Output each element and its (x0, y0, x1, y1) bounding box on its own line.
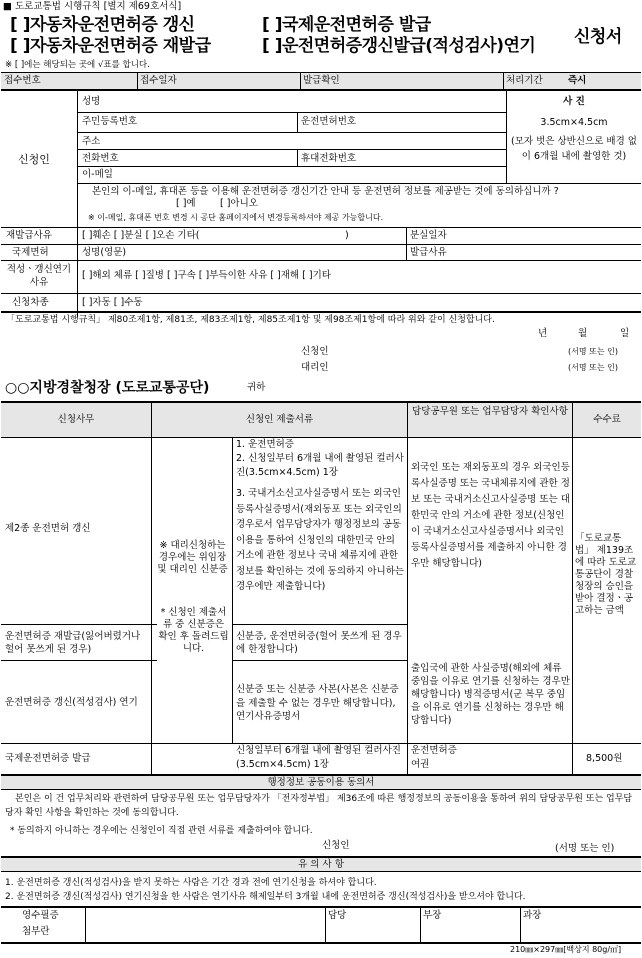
stamp-section: 부장 (423, 910, 442, 921)
rrn-label: 주민등록번호 (82, 116, 138, 127)
row2-docs: 신분증, 운전면허증(헐어 못쓰게 된 경우에 한정합니다) (236, 631, 402, 655)
title-reissue: [ ]자동차운전면허증 재발급 (10, 36, 211, 56)
col-docs: 신청인 제출서류 (245, 414, 314, 425)
mobile-label: 휴대전화번호 (301, 153, 357, 164)
caution-title: 유 의 사 항 (298, 859, 344, 870)
row4-check-2: 여권 (411, 759, 430, 770)
date-month: 월 (578, 328, 588, 339)
reissue-options[interactable]: [ ]훼손 [ ]분실 [ ]오손 기타( (82, 230, 200, 241)
date-year: 년 (538, 328, 548, 339)
sign-agent-text: (서명 또는 인) (568, 363, 618, 372)
row4-check-1: 운전면허증 (411, 745, 457, 756)
period-label: 처리기간 (506, 75, 543, 86)
row4-docs: 신청일부터 6개월 내에 촬영된 컬러사진(3.5cm×4.5cm) 1장 (236, 745, 401, 770)
stamp-chief: 과장 (523, 910, 542, 921)
stamp-label-attach: 첨부란 (22, 926, 50, 937)
reissue-label: 재발급사유 (6, 230, 52, 241)
stamp-charge: 담당 (328, 910, 347, 921)
consent-yes[interactable]: [ ]예 (176, 198, 196, 209)
row1-doc-1: 1. 운전면허증 (236, 439, 294, 450)
row2-task: 운전면허증 재발급(잃어버렸거나 헐어 못쓰게 된 경우) (5, 631, 141, 655)
row1-doc-3: 3. 국내거소신고사실증명서 또는 외국인등록사실증명서(재외동포 또는 외국인의 경우로서 업무담당자가 행정정보의 공동이용을 통하여 신청인의 대한민국 안의 거소에 관한 정보나 국내 체류지에 관한 정보를 확인하는 것에 동의하지 아니하는 경우에만 제출합니다) (236, 488, 405, 592)
col-check: 담당공무원 또는 업무담당자 확인사항 (412, 406, 568, 417)
reissue-close: ) (345, 230, 349, 241)
caution-2: 2. 운전면허증 갱신(적성검사) 연기신청을 한 사람은 연기사유 해제일부터 3개월 내에 운전면허증 갱신(적성검사)을 받으셔야 합니다. (5, 892, 526, 902)
consent-text: 본인의 이-메일, 휴대폰 등을 이용해 운전면허증 갱신기간 안내 등 운전면허 정보를 제공받는 것에 동의하십니까 ? (92, 186, 559, 197)
row3-check: 출입국에 관한 사실증명(해외에 체류 중임을 이유로 연기를 신청하는 경우만 해당합니다) 병적증명서(군 복무 중임을 이유로 연기를 신청하는 경우만 해당합니다) (411, 663, 570, 726)
photo-desc: (모자 벗은 상반신으로 배경 없이 6개월 내에 촬영한 것) (511, 136, 637, 162)
row1-task: 제2종 운전면허 갱신 (5, 523, 91, 534)
photo-size: 3.5cm×4.5cm (540, 117, 608, 128)
title-renewal: [ ]자동차운전면허증 갱신 (10, 15, 195, 35)
name-label: 성명 (82, 96, 101, 107)
intl-label: 국제면허 (12, 247, 49, 258)
agent-note: ※ 대리신청하는 경우에는 위임장 및 대리인 신분증 (157, 540, 228, 575)
lost-date-label: 분실일자 (410, 230, 447, 241)
caution-1: 1. 운전면허증 갱신(적성검사)을 받지 못하는 사람은 기간 경과 전에 연기신청을 하셔야 합니다. (5, 878, 377, 888)
period-value: 즉시 (568, 75, 587, 86)
col-task: 신청사무 (57, 414, 95, 425)
applicant-label: 신청인 (18, 153, 50, 166)
form-header: ■ 도로교통법 시행규칙 [별지 제69호서식] (3, 1, 182, 12)
law-text: 「도로교통법 시행규칙」 제80조제1항, 제81조, 제83조제1항, 제85조제1항 및 제98조제1항에 따라 위와 같이 신청합니다. (6, 315, 495, 325)
consent-note: ※ 이-메일, 휴대폰 번호 변경 시 공단 홈페이지에서 변경등록하셔야 제공 가능합니다. (88, 213, 384, 222)
sign-applicant: 신청인 (301, 346, 329, 357)
consent-no[interactable]: [ ]아니오 (220, 198, 258, 209)
paper-size: 210㎜×297㎜[백상지 80g/㎡] (510, 945, 622, 954)
row3-task: 운전면허증 갱신(적성검사) 연기 (5, 697, 138, 708)
admin-note: * 동의하지 아니하는 경우에는 신청인이 직접 관련 서류를 제출하여야 합니다. (10, 826, 313, 836)
row3-docs: 신분증 또는 신분증 사본(사본은 신분증을 제출할 수 없는 경우만 해당합니다), 연기사유증명서 (236, 684, 399, 722)
issue-confirm-label: 발급확인 (303, 75, 340, 86)
row4-fee: 8,500원 (586, 753, 623, 764)
fee-note: 「도로교통법」 제139조에 따라 도로교통공단이 경찰청장의 승인을 받아 결정ㆍ공고하는 금액 (575, 533, 637, 616)
intl-reason-label: 발급사유 (410, 247, 447, 258)
license-no-label: 운전면허번호 (301, 116, 357, 127)
date-day: 일 (620, 328, 630, 339)
phone-label: 전화번호 (82, 153, 119, 164)
photo-title: 사 진 (563, 96, 585, 107)
vehicle-label: 신청차종 (12, 297, 49, 308)
admin-sign: (서명 또는 인) (555, 843, 615, 854)
row4-task: 국제운전면허증 발급 (5, 753, 91, 764)
title-intl: [ ]국제운전면허증 발급 (262, 15, 431, 35)
row1-doc-2: 2. 신청일부터 6개월 내에 촬영된 컬러사진(3.5cm×4.5cm) 1장 (236, 453, 404, 478)
postpone-label: 적성ㆍ갱신연기사유 (6, 264, 72, 288)
stamp-label-receipt: 영수필증 (22, 910, 59, 921)
check-note: ※ [ ]에는 해당되는 곳에 √표를 합니다. (5, 60, 150, 70)
intl-name-label: 성명(영문) (82, 247, 127, 258)
recipient-suffix: 귀하 (247, 382, 266, 393)
recipient-name: ○○지방경찰청장 (도로교통공단) (5, 380, 210, 396)
sign-agent: 대리인 (301, 362, 329, 373)
postpone-options[interactable]: [ ]해외 체류 [ ]질병 [ ]구속 [ ]부득이한 사유 [ ]재해 [ ]기타 (82, 270, 331, 281)
title-postpone: [ ]운전면허증갱신발급(적성검사)연기 (262, 36, 536, 56)
vehicle-options[interactable]: [ ]자동 [ ]수동 (82, 297, 143, 308)
id-return-note: * 신청인 제출서류 중 신분증은 확인 후 돌려드립니다. (158, 607, 229, 654)
title-apply: 신청서 (574, 27, 622, 47)
admin-text: 본인은 이 건 업무처리와 관련하여 담당공무원 또는 업무담당자가 「전자정부법」 제36조에 따른 행정정보의 공동이용을 통하여 위의 담당공무원 또는 업무담당자 확인 사항을 확인하는 것에 동의합니다. (5, 794, 633, 818)
sign-applicant-text: (서명 또는 인) (568, 347, 618, 356)
address-label: 주소 (82, 136, 101, 147)
email-label: 이-메일 (82, 169, 113, 180)
col-fee: 수수료 (593, 414, 621, 425)
receipt-date-label: 접수일자 (140, 75, 177, 86)
receipt-no-label: 접수번호 (4, 75, 41, 86)
row1-check: 외국인 또는 재외동포의 경우 외국인등록사실증명 또는 국내체류지에 관한 정보 또는 국내거소신고사실증명 또는 대한민국 안의 거소에 관한 정보(신청인이 국내거소신고사실증명서나 외국인등록사실증명서를 제출하지 아니한 경우만 해당합니다) (411, 462, 570, 569)
admin-applicant: 신청인 (322, 840, 350, 851)
admin-title: 행정정보 공동이용 동의서 (267, 777, 375, 788)
